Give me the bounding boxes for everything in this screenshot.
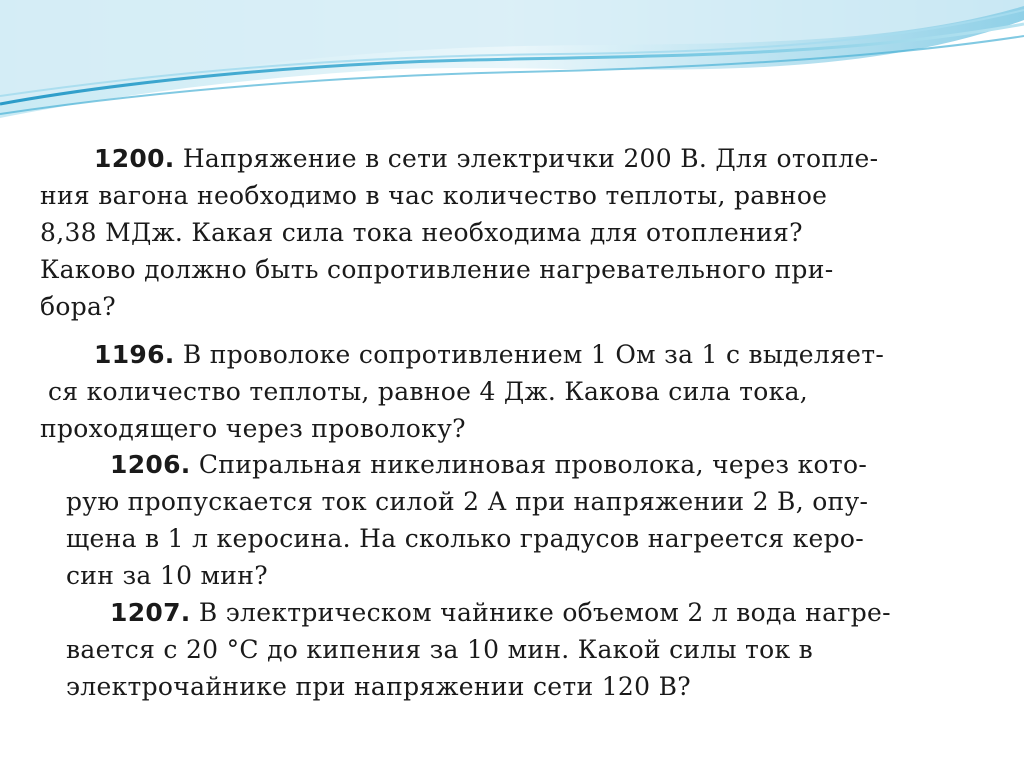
problem-text: ния вагона необходимо в час количество теплоты, равное (40, 181, 828, 210)
problem-text: проходящего через проволоку? (40, 414, 466, 443)
decorative-wave-header (0, 0, 1024, 130)
problem-1200 (32, 140, 938, 330)
problem-text: 8,38 МДж. Какая сила тока необходима для отопления? (40, 218, 803, 247)
problem-line (52, 631, 970, 668)
problem-text: бора? (40, 292, 116, 321)
problem-text: син за 10 мин? (66, 561, 268, 590)
problem-line (32, 373, 954, 410)
problem-text: Напряжение в сети электрички 200 В. Для отопле- (182, 144, 879, 173)
problem-line (32, 140, 938, 177)
problem-text: В проволоке сопротивлением 1 Ом за 1 с выделяет- (182, 340, 885, 369)
problem-line (32, 288, 938, 325)
problem-number: 1196. (94, 340, 175, 369)
problem-text: ся количество теплоты, равное 4 Дж. Какова сила тока, (48, 377, 809, 406)
problem-1196 (32, 336, 954, 448)
problem-line (32, 214, 938, 251)
problem-text: Спиральная никелиновая проволока, через кото- (198, 450, 868, 479)
problem-number: 1200. (94, 144, 175, 173)
problem-text: электрочайнике при напряжении сети 120 В? (66, 672, 691, 701)
problem-number: 1206. (110, 450, 191, 479)
problem-text: вается с 20 °С до кипения за 10 мин. Какой силы ток в (66, 635, 814, 664)
problem-text: рую пропускается ток силой 2 А при напряжении 2 В, опу- (66, 487, 869, 516)
problem-line (32, 410, 954, 447)
problem-1206-1207 (52, 446, 970, 711)
problem-number: 1207. (110, 598, 191, 627)
problem-line (52, 594, 970, 631)
problem-line (52, 557, 970, 594)
problem-line (52, 520, 970, 557)
problem-line (52, 483, 970, 520)
problem-line (52, 446, 970, 483)
problem-line (32, 336, 954, 373)
problem-line (32, 251, 938, 288)
problem-text: щена в 1 л керосина. На сколько градусов нагреется керо- (66, 524, 865, 553)
problem-line (52, 668, 970, 705)
problem-text: Каково должно быть сопротивление нагревательного при- (40, 255, 834, 284)
problem-line (32, 177, 938, 214)
problem-text: В электрическом чайнике объемом 2 л вода нагре- (198, 598, 891, 627)
